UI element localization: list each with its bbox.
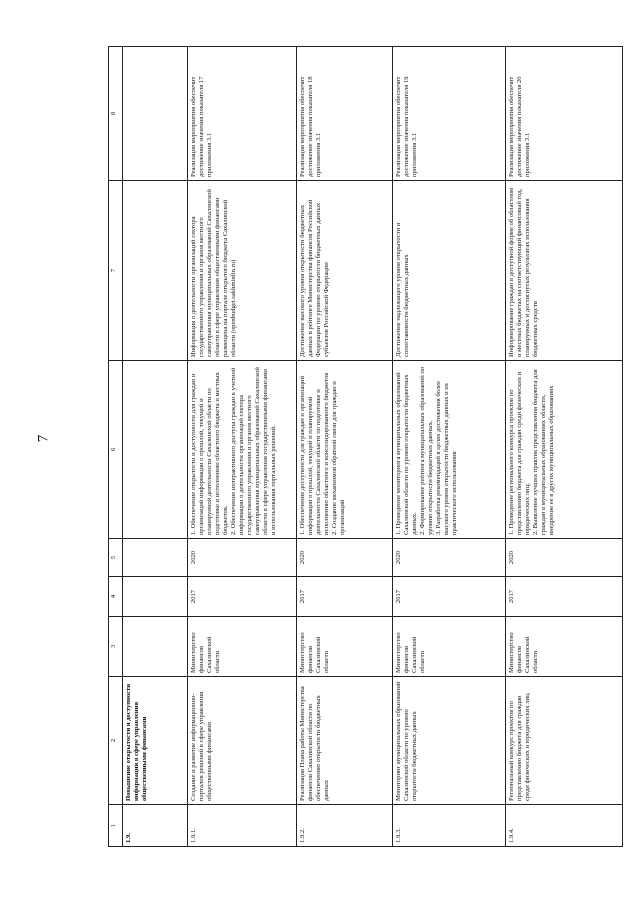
task-item: 2. Создание механизмов обратной связи для граждан и организаций — [331, 381, 347, 535]
column-number: 1 — [109, 805, 123, 847]
task-item: 1. Обеспечение доступности для граждан и организаций информации о прошлой, текущей и планируемой деятельности Сахалинской области по подготовке и исполнению областного и консолидированного бюджетов — [299, 372, 331, 535]
column-number: 7 — [109, 181, 123, 361]
table-row — [393, 47, 506, 847]
column-number: 3 — [109, 617, 123, 677]
measure-name: Реализация Плана работы Министерства финансов Сахалинской области по обеспечению открытости бюджетных данных — [297, 677, 393, 805]
tasks-cell — [297, 361, 393, 539]
task-item: 2. Обеспечение интерактивного доступа граждан к учетной информации о деятельности организаций сектора государственного управления и органов местного самоуправления муниципальных образований Сахалинской области в сфере управления государственными финансами и использования портальных решений. — [230, 367, 278, 535]
executor: Министерство финансов Сахалинской области — [393, 617, 506, 677]
row-number: 1.9.4. — [506, 805, 623, 847]
column-number-row — [109, 47, 123, 847]
indicator-link: Реализация мероприятия обеспечит достижение значения показателя 18 приложения 3.1 — [297, 47, 393, 181]
measure-name: Мониторинг муниципальных образований Сахалинской области по уровню открытости бюджетных данных — [393, 677, 506, 805]
section-title: Повышение открытости и доступности информации в сфере управления общественными финансами — [123, 677, 188, 805]
row-number: 1.9.2. — [297, 805, 393, 847]
tasks-cell — [393, 361, 506, 539]
indicator-link: Реализация мероприятия обеспечит достижение значения показателя 17 приложения 3.1 — [188, 47, 297, 181]
measures-table — [108, 46, 623, 847]
table-row — [506, 47, 623, 847]
tasks-cell — [506, 361, 623, 539]
indicator-link: Реализация мероприятия обеспечит достижение значения показателя 19 приложения 3.1 — [393, 47, 506, 181]
expected-result: Достижение высокого уровня открытости бюджетных данных в рейтинге Министерства финансов Российской Федерации по уровню открытости бюджетных данных субъектов Российской Федерации — [297, 181, 393, 361]
tasks-cell — [188, 361, 297, 539]
expected-result: Достижение надлежащего уровня открытости и сопоставимости бюджетных данных — [393, 181, 506, 361]
start-year: 2017 — [188, 577, 297, 617]
column-number: 6 — [109, 361, 123, 539]
executor: Министерство финансов Сахалинской области — [188, 617, 297, 677]
measure-name: Региональный конкурс проектов по представлению бюджета для граждан среди физических и юридических лиц — [506, 677, 623, 805]
page-number: 7 — [35, 434, 52, 443]
start-year: 2017 — [297, 577, 393, 617]
table-row — [188, 47, 297, 847]
column-number: 5 — [109, 539, 123, 577]
executor: Министерство финансов Сахалинской области — [506, 617, 623, 677]
section-row — [123, 47, 188, 847]
expected-result: Информация о деятельности организаций сектора государственного управления и органов местного самоуправления муниципальных образований Сахалинской области в сфере управления общественными финансами размещена на портале открытого бюджета Сахалинской области (openbudget.sakhminfin.ru) — [188, 181, 297, 361]
task-item: 3. Разработка рекомендаций в целях достижения более высокого уровня открытости бюджетных данных и их практического использования — [435, 380, 459, 535]
task-item: 1. Проведение мониторинга муниципальных образований Сахалинской области по уровню открытости бюджетных данных. — [395, 372, 419, 535]
task-item: 2. Выявление лучших практик представления бюджета для граждан в муниципальных образованиях области, внедрение ее в других муниципальных образованиях — [532, 369, 556, 535]
start-year: 2017 — [506, 577, 623, 617]
section-number: 1.9. — [123, 805, 188, 847]
indicator-link: Реализация мероприятия обеспечит достижение значения показателя 20 приложения 3.1 — [506, 47, 623, 181]
task-item: 1. Обеспечение открытости и доступности для граждан и организаций информации о прошлой, текущей и планируемой деятельности Сахалинской области по подготовке и исполнению областного бюджета и местных бюджетов. — [190, 372, 230, 535]
row-number: 1.9.1. — [188, 805, 297, 847]
column-number: 4 — [109, 577, 123, 617]
table-row — [297, 47, 393, 847]
column-number: 8 — [109, 47, 123, 181]
start-year: 2017 — [393, 577, 506, 617]
expected-result: Информирование граждан в доступной форме об областном и местных бюджетах на соответствующий финансовый год, планируемых и достигнутых результатах использования бюджетных средств — [506, 181, 623, 361]
end-year: 2020 — [393, 539, 506, 577]
row-number: 1.9.3. — [393, 805, 506, 847]
measure-name: Создание и развитие информационно-порталов решений в сфере управления общественными финансами — [188, 677, 297, 805]
end-year: 2020 — [188, 539, 297, 577]
task-item: 1. Проведение регионального конкурса проектов по представлению бюджета для граждан среди физических и юридических лиц; — [508, 371, 532, 535]
task-item: 2. Формирование рейтинга муниципальных образований по уровню открытости бюджетных данных. — [419, 366, 435, 535]
column-number: 2 — [109, 677, 123, 805]
end-year: 2020 — [506, 539, 623, 577]
executor: Министерство финансов Сахалинской области — [297, 617, 393, 677]
end-year: 2020 — [297, 539, 393, 577]
